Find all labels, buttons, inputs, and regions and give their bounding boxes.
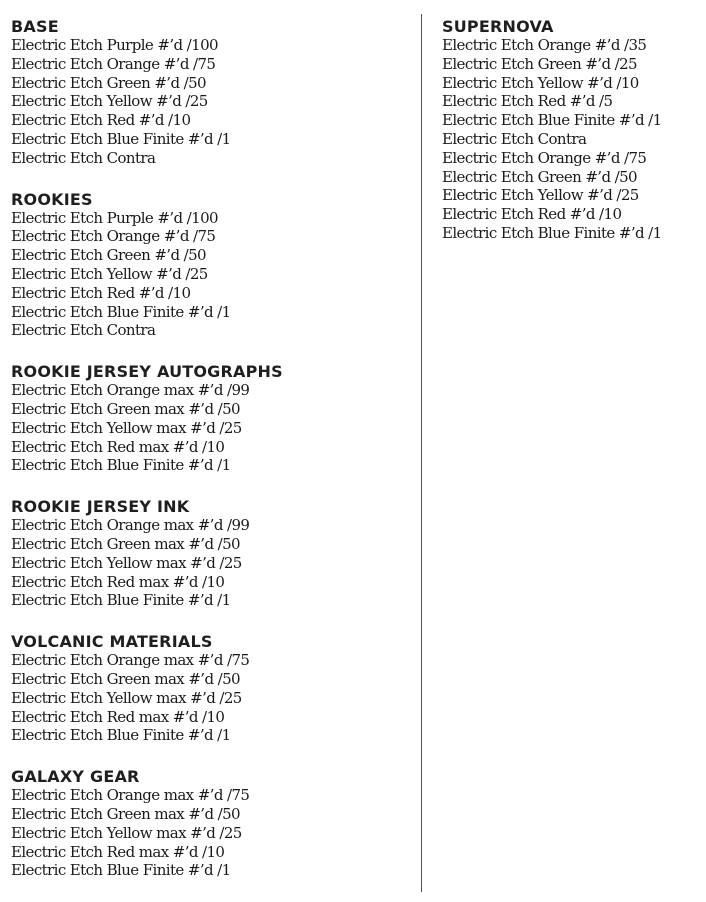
- parallel-item: Electric Etch Red #’d /10: [11, 111, 191, 130]
- parallel-item: Electric Etch Blue Finite #’d /1: [11, 302, 231, 321]
- parallel-item: Electric Etch Yellow max #’d /25: [11, 823, 242, 842]
- parallel-list: [11, 381, 411, 475]
- parallel-item: Electric Etch Green #’d /50: [11, 246, 206, 265]
- section-heading: BASE: [11, 17, 59, 36]
- parallel-list: [11, 516, 411, 610]
- parallel-item: Electric Etch Orange max #’d /99: [11, 381, 250, 400]
- parallel-item: Electric Etch Red max #’d /10: [11, 707, 225, 726]
- parallel-list: [11, 651, 411, 745]
- parallel-item: Electric Etch Yellow max #’d /25: [11, 688, 242, 707]
- parallel-item: Electric Etch Red max #’d /10: [11, 842, 225, 861]
- parallel-item: Electric Etch Yellow max #’d /25: [11, 418, 242, 437]
- parallel-item: Electric Etch Green max #’d /50: [11, 804, 240, 823]
- parallel-item: Electric Etch Green max #’d /50: [11, 534, 240, 553]
- parallel-item: Electric Etch Yellow #’d /25: [11, 264, 208, 283]
- parallel-item: Electric Etch Yellow #’d /25: [11, 92, 208, 111]
- parallel-item: Electric Etch Orange max #’d /75: [11, 786, 250, 805]
- parallel-item: Electric Etch Green #’d /50: [442, 167, 637, 186]
- section-base: [11, 17, 411, 168]
- parallel-item: Electric Etch Contra: [11, 148, 156, 167]
- parallel-item: Electric Etch Red max #’d /10: [11, 572, 225, 591]
- parallel-item: Electric Etch Blue Finite #’d /1: [11, 591, 231, 610]
- parallel-item: Electric Etch Blue Finite #’d /1: [442, 111, 662, 130]
- section-rookie-jersey-ink: [11, 497, 411, 610]
- parallel-item: Electric Etch Green #’d /50: [11, 73, 206, 92]
- parallel-list: [11, 209, 411, 341]
- parallel-item: Electric Etch Purple #’d /100: [11, 208, 218, 227]
- section-rookie-jersey-autographs: [11, 362, 411, 475]
- parallel-item: Electric Etch Blue Finite #’d /1: [11, 129, 231, 148]
- section-heading: SUPERNOVA: [442, 17, 554, 36]
- parallel-item: Electric Etch Red #’d /10: [442, 205, 622, 224]
- parallel-item: Electric Etch Green #’d /25: [442, 54, 637, 73]
- parallel-item: Electric Etch Green max #’d /50: [11, 669, 240, 688]
- parallel-item: Electric Etch Red #’d /5: [442, 92, 613, 111]
- parallel-item: Electric Etch Yellow #’d /25: [442, 186, 639, 205]
- parallel-list: [11, 36, 411, 168]
- parallel-item: Electric Etch Orange max #’d /75: [11, 651, 250, 670]
- parallel-item: Electric Etch Orange max #’d /99: [11, 516, 250, 535]
- parallel-item: Electric Etch Orange #’d /75: [11, 227, 216, 246]
- parallel-item: Electric Etch Purple #’d /100: [11, 36, 218, 54]
- section-galaxy-gear: [11, 767, 411, 880]
- section-heading: ROOKIE JERSEY INK: [11, 497, 190, 517]
- parallel-item: Electric Etch Contra: [442, 129, 587, 148]
- parallel-item: Electric Etch Red #’d /10: [11, 283, 191, 302]
- column-divider: [421, 14, 422, 892]
- parallel-item: Electric Etch Orange #’d /75: [442, 148, 647, 167]
- section-heading: GALAXY GEAR: [11, 767, 140, 787]
- parallel-item: Electric Etch Blue Finite #’d /1: [11, 726, 231, 745]
- parallel-list: [442, 36, 702, 243]
- parallel-item: Electric Etch Blue Finite #’d /1: [11, 456, 231, 475]
- parallel-item: Electric Etch Yellow max #’d /25: [11, 553, 242, 572]
- parallel-list: [11, 786, 411, 880]
- section-rookies: [11, 190, 411, 341]
- section-volcanic-materials: [11, 632, 411, 745]
- parallel-item: Electric Etch Red max #’d /10: [11, 437, 225, 456]
- section-heading: ROOKIES: [11, 189, 93, 209]
- parallel-item: Electric Etch Blue Finite #’d /1: [442, 223, 662, 242]
- parallel-item: Electric Etch Orange #’d /35: [442, 36, 647, 54]
- parallel-item: Electric Etch Contra: [11, 321, 156, 340]
- section-supernova: [442, 17, 702, 243]
- parallel-item: Electric Etch Orange #’d /75: [11, 54, 216, 73]
- right-column: [442, 17, 702, 265]
- parallel-item: Electric Etch Green max #’d /50: [11, 399, 240, 418]
- parallel-item: Electric Etch Blue Finite #’d /1: [11, 861, 231, 880]
- left-column: [11, 17, 411, 902]
- section-heading: ROOKIE JERSEY AUTOGRAPHS: [11, 362, 283, 382]
- parallel-item: Electric Etch Yellow #’d /10: [442, 73, 639, 92]
- section-heading: VOLCANIC MATERIALS: [11, 632, 213, 652]
